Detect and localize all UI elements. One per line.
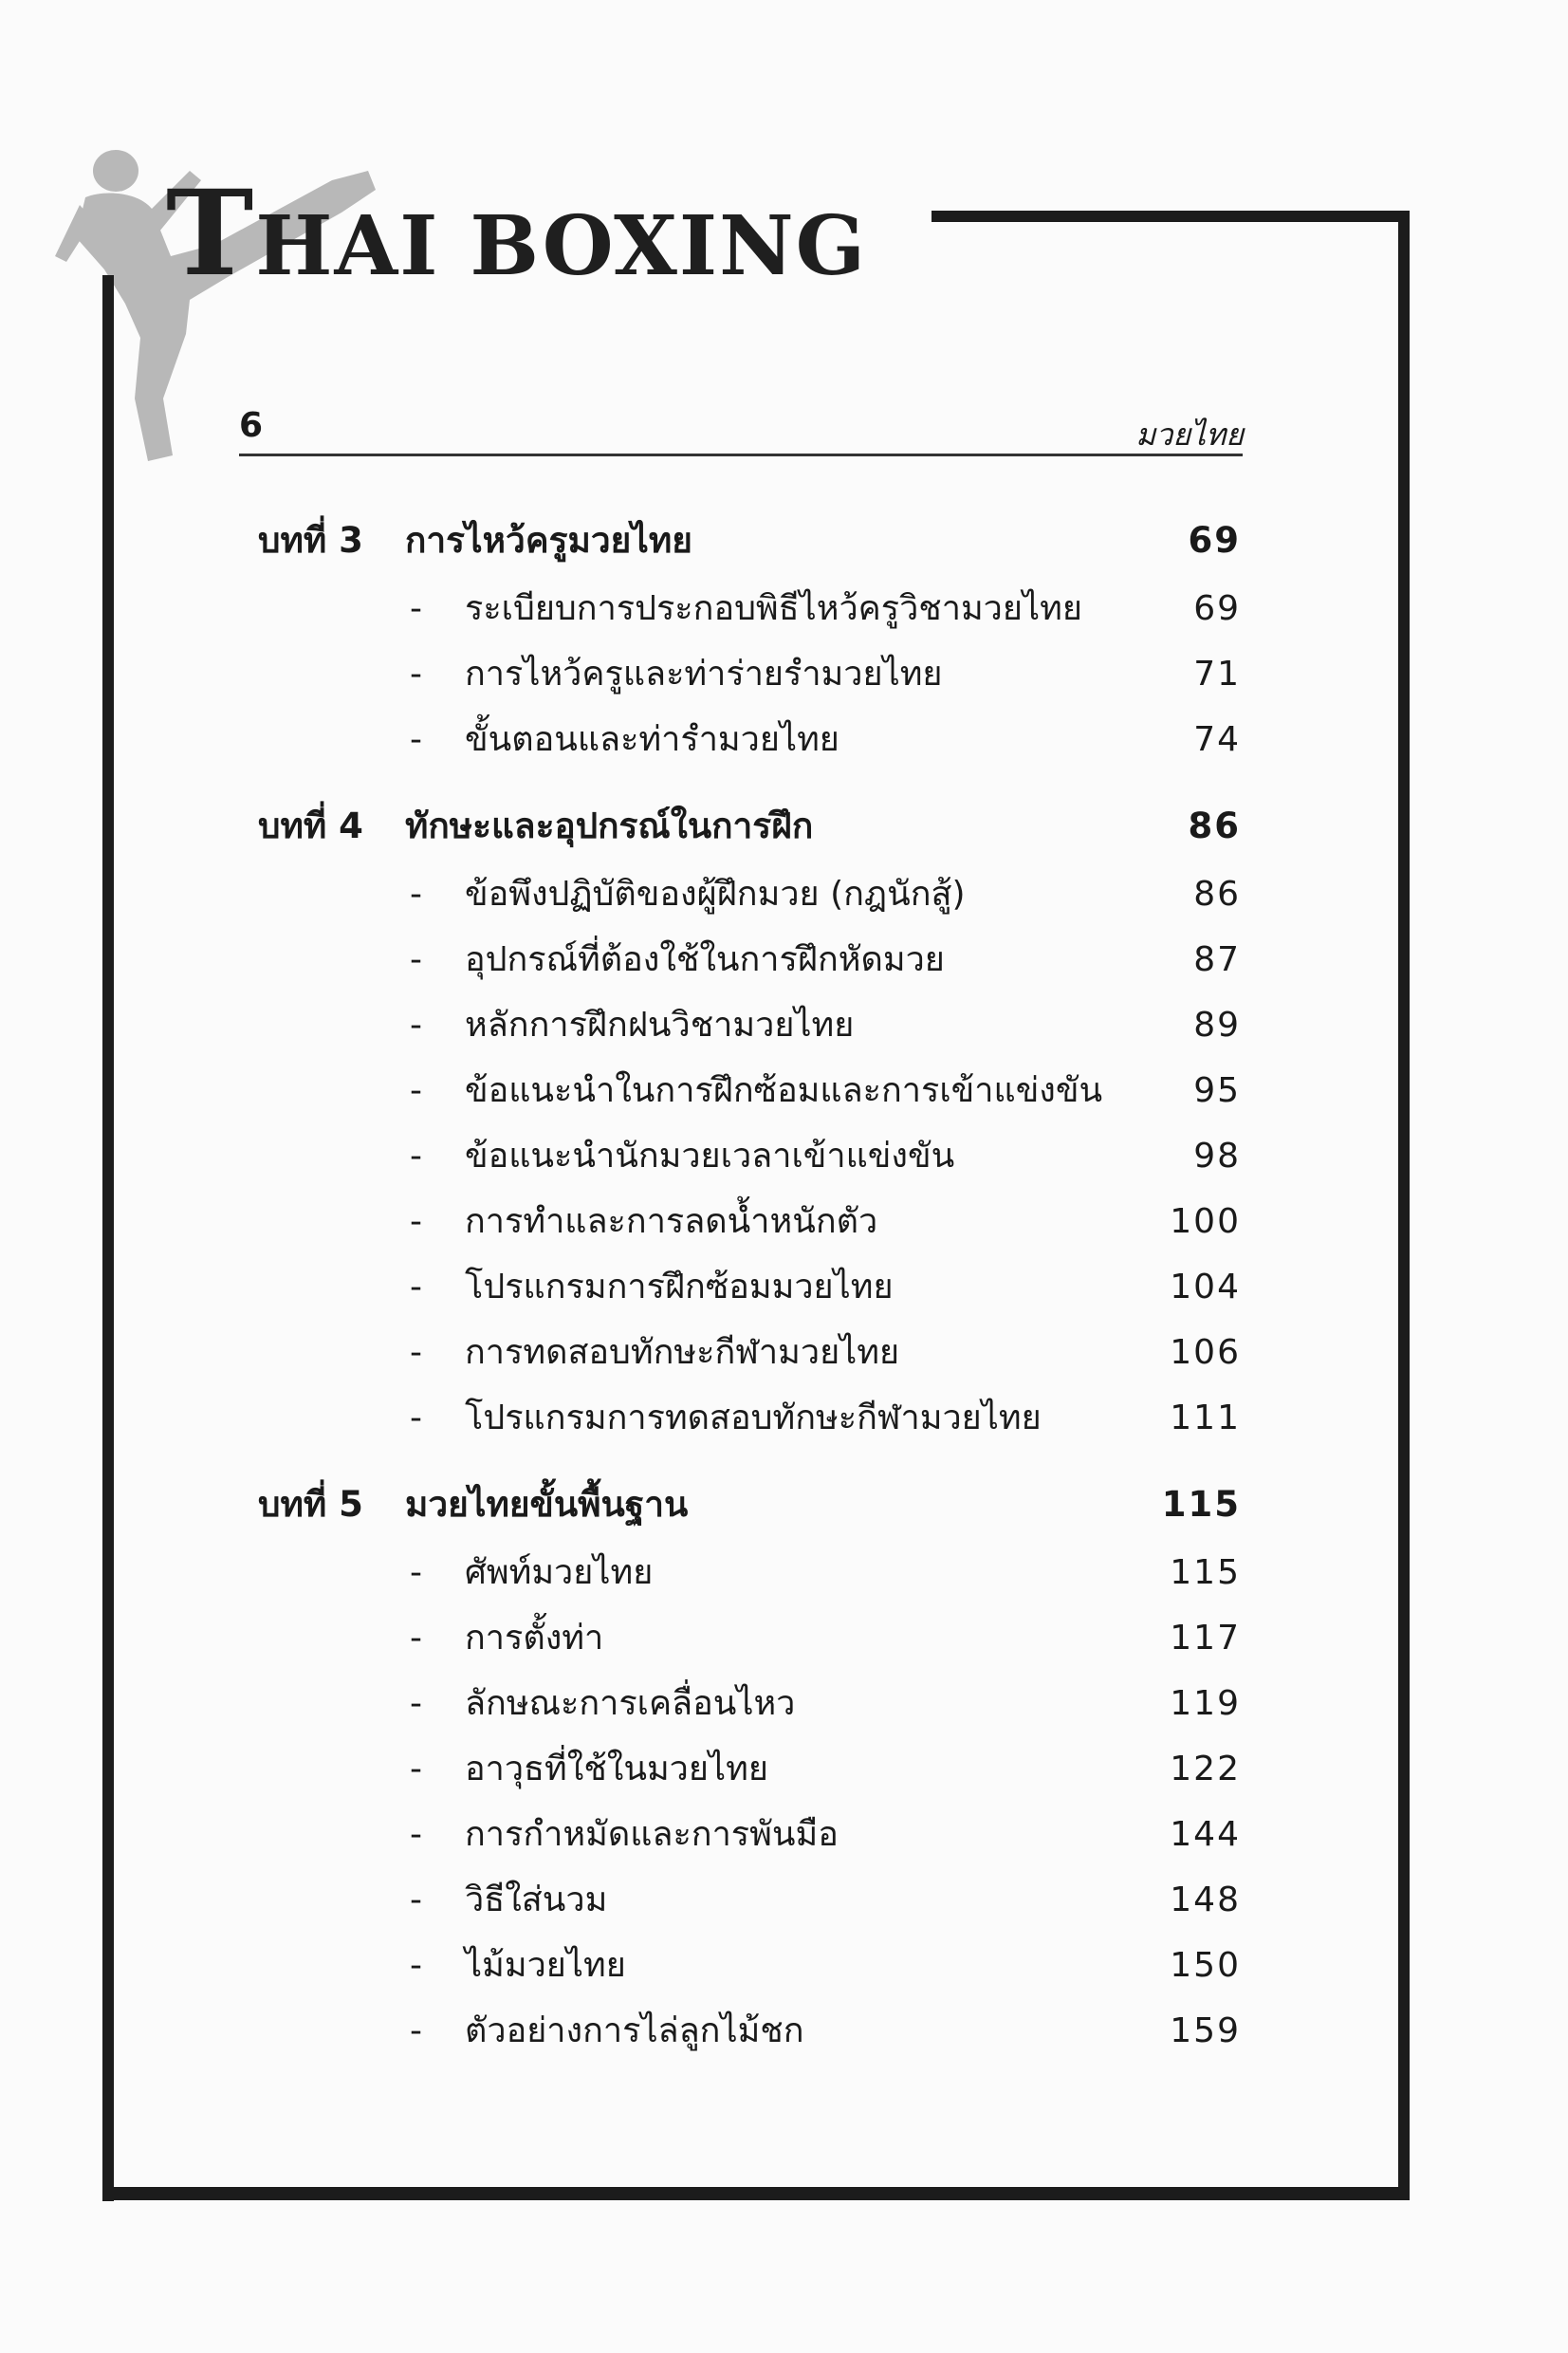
entry-dash: - [410,1815,422,1854]
entry-title: ขั้นตอนและท่ารำมวยไทย [465,720,839,759]
entry-title: ตัวอย่างการไล่ลูกไม้ชก [465,2011,804,2050]
chapter-title: มวยไทยขั้นพื้นฐาน [405,1484,689,1525]
chapter-page: 115 [1161,1484,1241,1525]
entry-dash: - [410,1750,422,1788]
entry-page: 150 [1170,1946,1241,1985]
chapter-heading [258,798,1241,866]
toc-entry [258,1128,1241,1194]
entry-page: 87 [1193,940,1241,979]
entry-dash: - [410,1333,422,1372]
header-divider [239,454,1243,456]
entry-dash: - [410,2011,422,2050]
entry-title: อาวุธที่ใช้ในมวยไทย [465,1750,768,1788]
toc-entry [258,1937,1241,2003]
running-head: มวยไทย [1135,417,1244,453]
entry-dash: - [410,589,422,628]
chapter-label: บทที่ 4 [258,806,363,846]
entry-dash: - [410,875,422,914]
chapter-page: 69 [1188,520,1241,561]
toc-entry [258,581,1241,646]
entry-dash: - [410,1553,422,1592]
entry-page: 159 [1170,2011,1241,2050]
toc-entry [258,646,1241,712]
chapter-heading [258,512,1241,581]
entry-title: ลักษณะการเคลื่อนไหว [465,1684,796,1723]
entry-dash: - [410,1399,422,1437]
entry-page: 69 [1193,589,1241,628]
page-number: 6 [239,406,264,445]
entry-dash: - [410,1619,422,1658]
toc-entry [258,1259,1241,1325]
entry-dash: - [410,720,422,759]
book-title-rest: HAI BOXING [255,198,868,294]
entry-page: 86 [1193,875,1241,914]
entry-dash: - [410,1946,422,1985]
toc-entry [258,1063,1241,1128]
entry-title: ระเบียบการประกอบพิธีไหว้ครูวิชามวยไทย [465,589,1082,628]
entry-title: หลักการฝึกฝนวิชามวยไทย [465,1006,855,1045]
toc-entry [258,1194,1241,1259]
entry-title: ข้อแนะนำนักมวยเวลาเข้าแข่งขัน [465,1137,955,1176]
entry-title: การทำและการลดน้ำหนักตัว [465,1202,878,1241]
entry-title: ไม้มวยไทย [465,1946,626,1985]
chapter-4 [258,798,1241,1455]
entry-page: 122 [1170,1750,1241,1788]
entry-title: การทดสอบทักษะกีฬามวยไทย [465,1333,900,1372]
table-of-contents [258,512,1241,2089]
chapter-label: บทที่ 5 [258,1484,363,1525]
entry-page: 115 [1170,1553,1241,1592]
entry-dash: - [410,1006,422,1045]
book-title-initial: T [166,165,256,303]
toc-entry [258,866,1241,932]
entry-page: 144 [1170,1815,1241,1854]
entry-page: 74 [1193,720,1241,759]
entry-page: 98 [1193,1137,1241,1176]
frame-right-line [1398,211,1410,2199]
toc-entry [258,1325,1241,1390]
chapter-title: ทักษะและอุปกรณ์ในการฝึก [405,806,814,846]
entry-dash: - [410,655,422,694]
entry-page: 119 [1170,1684,1241,1723]
frame-top-line [932,211,1410,222]
entry-dash: - [410,1881,422,1919]
entry-dash: - [410,1071,422,1110]
chapter-page: 86 [1188,806,1241,846]
entry-page: 148 [1170,1881,1241,1919]
book-title [166,165,868,303]
entry-dash: - [410,1202,422,1241]
toc-entry [258,712,1241,777]
entry-page: 100 [1170,1202,1241,1241]
toc-entry [258,1741,1241,1806]
toc-entry [258,1610,1241,1676]
frame-left-line [102,275,114,2201]
entry-page: 106 [1170,1333,1241,1372]
entry-page: 71 [1193,655,1241,694]
entry-title: การตั้งท่า [465,1619,604,1658]
entry-page: 117 [1170,1619,1241,1658]
chapter-title: การไหว้ครูมวยไทย [405,520,692,561]
toc-entry [258,1676,1241,1741]
entry-page: 111 [1170,1399,1241,1437]
toc-entry [258,1390,1241,1455]
entry-title: ข้อแนะนำในการฝึกซ้อมและการเข้าแข่งขัน [465,1071,1103,1110]
entry-title: โปรแกรมการทดสอบทักษะกีฬามวยไทย [465,1399,1042,1437]
chapter-label: บทที่ 3 [258,520,363,561]
entry-page: 89 [1193,1006,1241,1045]
entry-page: 104 [1170,1268,1241,1306]
entry-dash: - [410,1268,422,1306]
frame-bottom-line [102,2187,1410,2200]
entry-dash: - [410,1137,422,1176]
chapter-3 [258,512,1241,777]
entry-dash: - [410,1684,422,1723]
entry-title: การกำหมัดและการพันมือ [465,1815,839,1854]
toc-entry [258,997,1241,1063]
chapter-5 [258,1476,1241,2068]
entry-title: วิธีใส่นวม [465,1881,608,1919]
entry-page: 95 [1193,1071,1241,1110]
entry-title: ข้อพึงปฏิบัติของผู้ฝึกมวย (กฎนักสู้) [465,875,966,914]
entry-title: ศัพท์มวยไทย [465,1553,654,1592]
chapter-heading [258,1476,1241,1545]
entry-title: อุปกรณ์ที่ต้องใช้ในการฝึกหัดมวย [465,940,945,979]
toc-entry [258,1806,1241,1872]
entry-dash: - [410,940,422,979]
toc-entry [258,1545,1241,1610]
toc-entry [258,932,1241,997]
entry-title: โปรแกรมการฝึกซ้อมมวยไทย [465,1268,894,1306]
entry-title: การไหว้ครูและท่าร่ายรำมวยไทย [465,655,943,694]
toc-entry [258,1872,1241,1937]
toc-entry [258,2003,1241,2068]
